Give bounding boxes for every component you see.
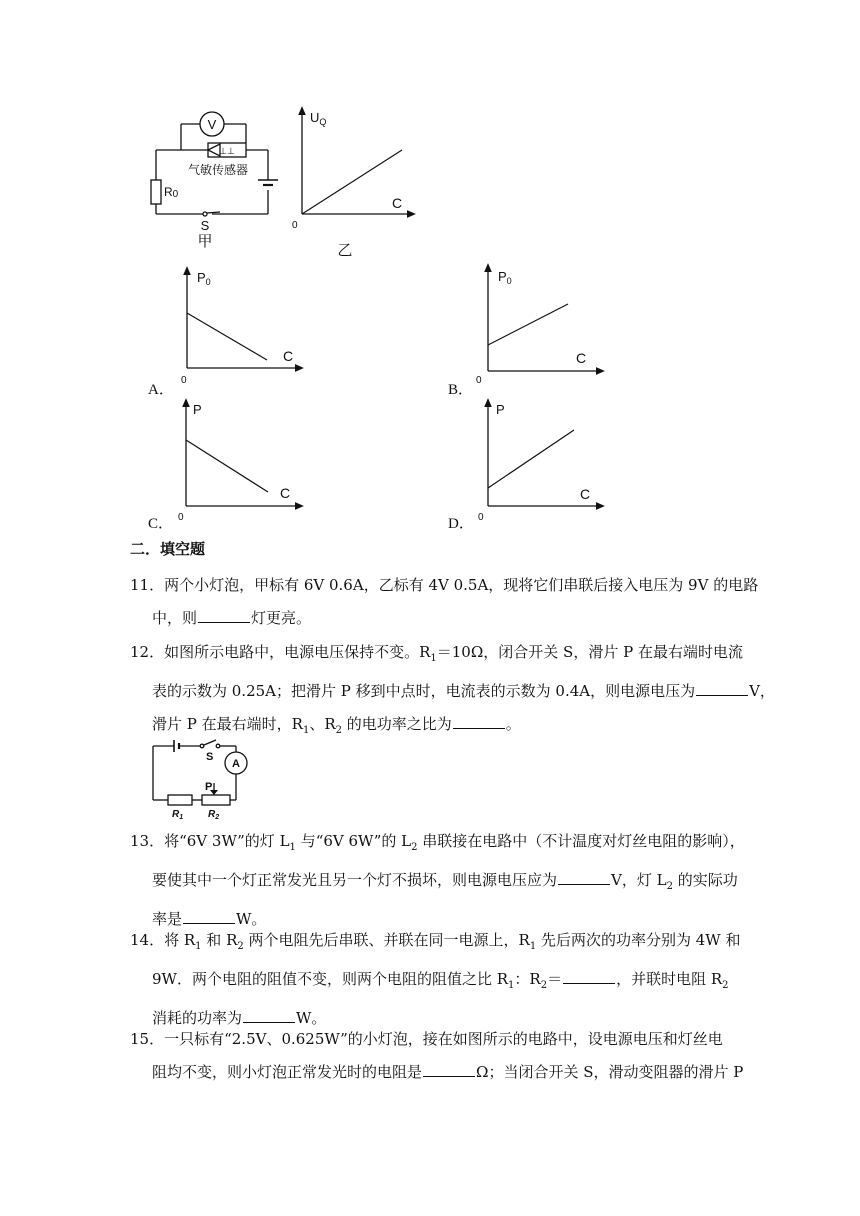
figure-yi-caption: 乙 <box>337 242 353 259</box>
option-a-letter[interactable]: A． <box>148 382 174 398</box>
question-14: 14．将 $R_1$ 和 $R_2$ 两个电阻先后串联、并联在同一电源上，$R_1$ 先后两次的功率分别为 4W 和 9W．两个电阻的阻值不变，则两个电阻的阻值之比 $R_1$：$R_2=$ ，并联时电阻 $R_2$ 消耗的功率为 W。 <box>130 931 741 1027</box>
option-c-x-label: C <box>280 485 291 501</box>
option-c-y-label: P <box>193 402 202 417</box>
option-b-y-label: $P_0$ <box>498 269 512 286</box>
option-c-origin: 0 <box>178 512 184 523</box>
option-b-x-label: C <box>576 350 587 366</box>
yi-y-label: $U_Q$ <box>310 110 327 127</box>
q12-r1-label: $R_1$ <box>172 809 184 821</box>
option-b-series-line <box>488 304 568 345</box>
option-c-series-line <box>186 440 268 492</box>
question-13: 13．将“6V 3W”的灯 $L_1$ 与“6V 6W”的 $L_2$ 串联接在电路中（不计温度对灯丝电阻的影响）， 要使其中一个灯正常发光且另一个灯不损坏，则电源电压应为 V，灯 $L_2$ 的实际功 率是 W。 <box>130 832 745 928</box>
switch-label: S <box>200 218 210 233</box>
question-15: 15．一只标有“2.5V、0.625W”的小灯泡，接在如图所示的电路中，设电源电压和灯丝电 阻均不变，则小灯泡正常发光时的电阻是 Ω；当闭合开关 S，滑动变阻器的滑片 P <box>130 1030 744 1081</box>
option-d-origin: 0 <box>478 512 484 523</box>
figure-jia-caption: 甲 <box>197 233 213 250</box>
q12-r2-label: $R_2$ <box>208 809 220 821</box>
option-d-y-label: P <box>496 402 505 417</box>
q12-ammeter-label: A <box>232 758 240 770</box>
option-b-origin: 0 <box>476 375 482 386</box>
option-c-chart[interactable] <box>176 400 306 523</box>
q12-slider-label: P <box>205 781 213 793</box>
q13-blank-voltage[interactable] <box>558 870 610 885</box>
option-d-x-label: C <box>580 486 591 502</box>
option-c-letter[interactable]: C． <box>148 516 174 532</box>
option-a-series-line <box>187 313 267 360</box>
option-b-letter[interactable]: B． <box>448 382 474 398</box>
figure-jia-circuit <box>148 108 288 248</box>
yi-origin: 0 <box>292 220 298 231</box>
option-d-letter[interactable]: D． <box>448 516 474 532</box>
sensor-label: 气敏传感器 <box>188 163 249 177</box>
q11-blank[interactable] <box>198 608 250 623</box>
q15-blank-resistance[interactable] <box>423 1062 475 1077</box>
option-a-x-label: C <box>283 348 294 364</box>
q12-blank-ratio[interactable] <box>453 714 505 729</box>
resistor-r0-label: R0 <box>164 185 179 200</box>
yi-x-label: C <box>392 195 403 211</box>
question-11: 11．两个小灯泡，甲标有 6V 0.6A，乙标有 4V 0.5A，现将它们串联后接入电压为 9V 的电路 中，则 灯更亮。 <box>130 576 759 627</box>
option-b-chart[interactable] <box>476 265 606 386</box>
q13-blank-power[interactable] <box>183 909 235 924</box>
figure-yi-chart <box>292 108 422 258</box>
q14-blank-ratio[interactable] <box>563 969 615 984</box>
q14-blank-power[interactable] <box>243 1008 295 1023</box>
option-d-chart[interactable] <box>476 400 606 523</box>
voltmeter-label: V <box>207 117 217 132</box>
option-d-series-line <box>488 430 574 488</box>
section-title: 二．填空题 <box>130 540 206 558</box>
option-a-chart[interactable] <box>175 268 305 386</box>
q12-blank-voltage[interactable] <box>696 681 748 696</box>
option-a-y-label: $P_0$ <box>197 270 211 287</box>
yi-series-line <box>302 150 402 214</box>
option-a-origin: 0 <box>181 375 187 386</box>
q12-circuit <box>148 738 258 821</box>
question-12: 12．如图所示电路中，电源电压保持不变。$R_1=10\Omega$，闭合开关 S，滑片 P 在最右端时电流 表的示数为 0.25A；把滑片 P 移到中点时，电流表的示数为 0.4A，则电源电压为 V， 滑片 P 在最右端时，$R_1$、$R_2$ 的电功率之比为 。 <box>130 643 775 736</box>
svg-text:⊥⊥: ⊥⊥ <box>219 146 235 156</box>
q12-switch-label: S <box>206 751 214 763</box>
